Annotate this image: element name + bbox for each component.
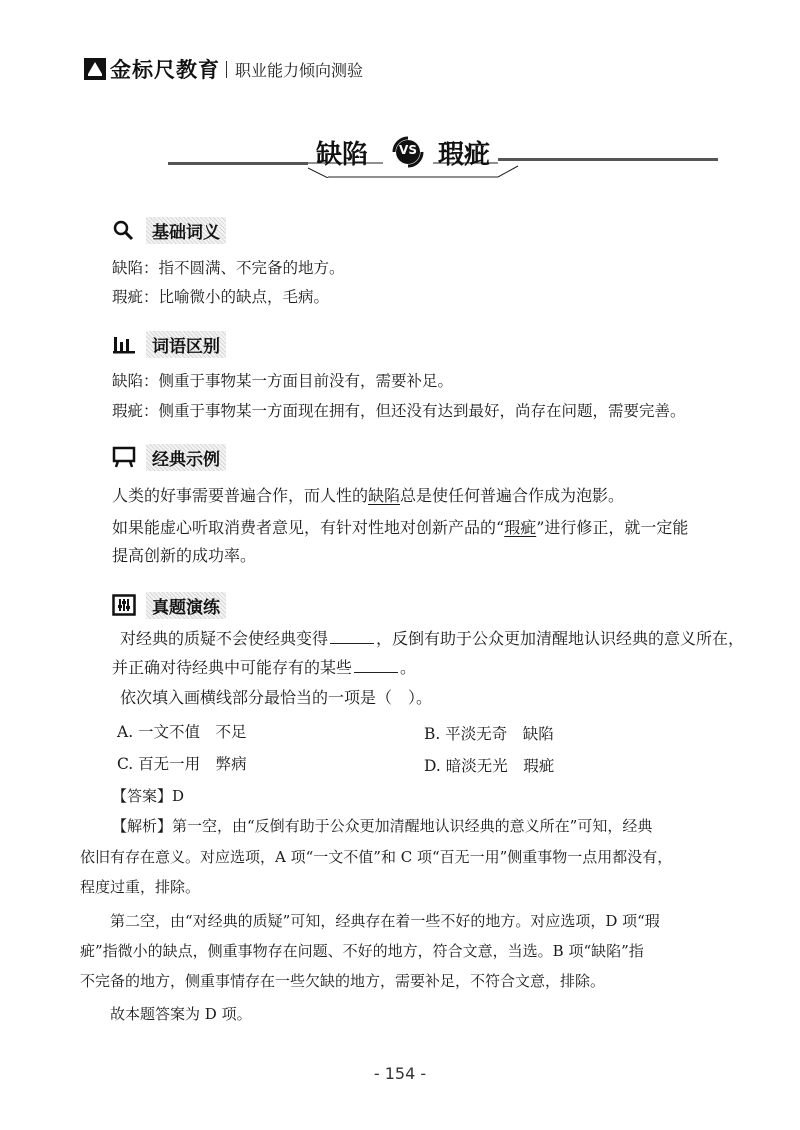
brand-name: 金标尺教育: [110, 58, 220, 82]
header-subtitle: 职业能力倾向测验: [235, 60, 364, 80]
example-line-2: 如果能虚心听取消费者意见，有针对性地对创新产品的“瑕疵”进行修正，就一定能: [112, 518, 689, 537]
example-line-3: 提高创新的成功率。: [112, 546, 257, 565]
basic-line-2: 瑕疵：比喻微小的缺点，毛病。: [112, 288, 330, 306]
analysis-line-5: 疵”指微小的缺点，侧重事物存在问题、不好的地方，符合文意，当选。B 项“缺陷”指: [80, 942, 644, 960]
section-exam-practice: [112, 592, 226, 618]
section-label: 经典示例: [146, 444, 226, 471]
option-b: B. 平淡无奇 缺陷: [424, 725, 554, 743]
highlight-word: 缺陷: [368, 486, 401, 505]
comparison-title: [168, 128, 718, 178]
answer-line: 【答案】D: [112, 787, 185, 805]
section-label: 基础词义: [146, 217, 226, 244]
analysis-line-6: 不完备的地方，侧重事情存在一些欠缺的地方，需要补足，不符合文意，排除。: [80, 972, 606, 990]
page-number: - 154 -: [373, 1064, 427, 1083]
question-line-1: 对经典的质疑不会使经典变得 ，反倒有助于公众更加清醒地认识经典的意义所在，: [120, 629, 745, 648]
question-line-3: 依次填入画横线部分最恰当的一项是（ ）。: [120, 688, 433, 707]
question-line-2: 并正确对待经典中可能存有的某些 。: [112, 658, 417, 677]
bar-chart-icon: [112, 333, 136, 355]
diff-line-2: 瑕疵：侧重于事物某一方面现在拥有，但还没有达到最好，尚存在问题，需要完善。: [112, 402, 686, 420]
section-word-difference: [112, 331, 226, 357]
magnifier-icon: [112, 219, 136, 241]
example-line-1: 人类的好事需要普遍合作，而人性的缺陷总是使任何普遍合作成为泡影。: [112, 486, 625, 505]
fill-blank: [354, 658, 398, 673]
title-right-word: 瑕疵: [438, 140, 491, 170]
section-label: 词语区别: [146, 331, 226, 358]
analysis-line-1: 【解析】第一空，由“反倒有助于公众更加清醒地认识经典的意义所在”可知，经典: [112, 817, 653, 835]
title-left-word: 缺陷: [316, 140, 369, 170]
easel-icon: [112, 446, 136, 468]
basic-line-1: 缺陷：指不圆满、不完备的地方。: [112, 259, 345, 277]
section-basic-meaning: [112, 217, 226, 243]
fill-blank: [330, 629, 374, 644]
vs-label: VS: [399, 143, 417, 157]
option-c: C. 百无一用 弊病: [117, 755, 247, 773]
diff-line-1: 缺陷：侧重于事物某一方面目前没有，需要补足。: [112, 372, 454, 390]
analysis-line-4: 第二空，由“对经典的质疑”可知，经典存在着一些不好的地方。对应选项，D 项“瑕: [110, 912, 660, 930]
highlight-word: 瑕疵: [504, 518, 537, 537]
analysis-line-3: 程度过重，排除。: [80, 878, 201, 896]
brand-logo-icon: [84, 58, 106, 80]
page-header: [84, 56, 363, 82]
section-label: 真题演练: [146, 592, 226, 619]
header-divider: [226, 61, 227, 78]
option-d: D. 暗淡无光 瑕疵: [424, 757, 555, 775]
option-a: A. 一文不值 不足: [117, 723, 247, 741]
analysis-line-2: 依旧有存在意义。对应选项，A 项“一文不值”和 C 项“百无一用”侧重事物一点用都没有，: [80, 848, 673, 866]
section-classic-example: [112, 444, 226, 470]
conclusion-line: 故本题答案为 D 项。: [110, 1005, 252, 1023]
sliders-icon: [112, 594, 136, 616]
vs-badge-icon: [388, 132, 428, 172]
